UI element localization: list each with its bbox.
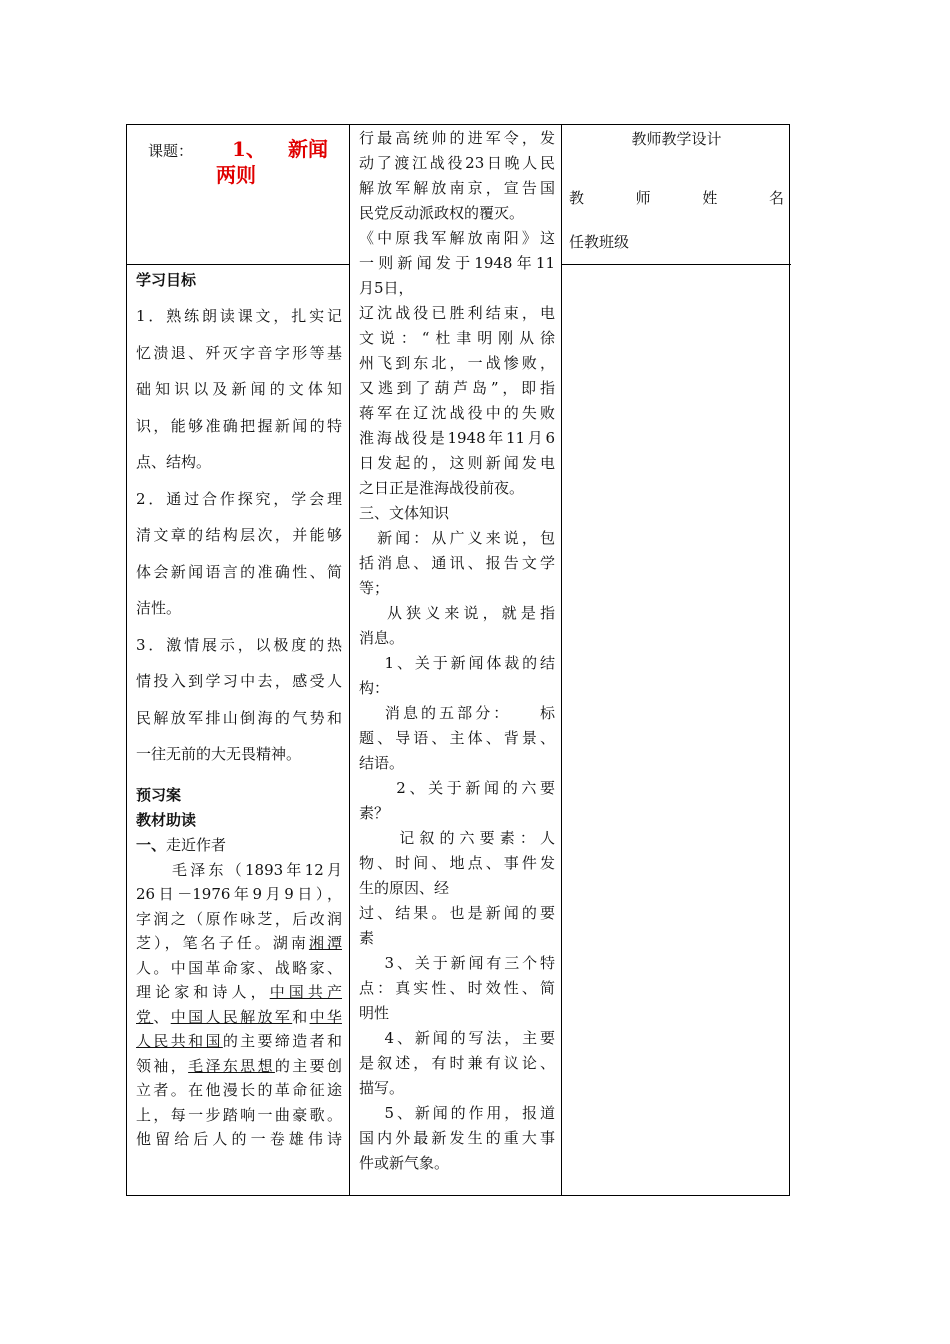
teacher-name-char: 姓 bbox=[702, 189, 718, 207]
text-line: 4、新闻的写法，主要 bbox=[359, 1029, 555, 1047]
teacher-name-char: 师 bbox=[635, 189, 651, 207]
author-bio-line: 上，每一步踏响一曲豪歌。 bbox=[136, 1105, 342, 1124]
author-bio-line bbox=[136, 1054, 342, 1079]
objectives-heading: 学习目标 bbox=[136, 271, 197, 289]
text-line: 构： bbox=[359, 679, 390, 697]
objective-line: 情投入到学习中去，感受人 bbox=[136, 672, 342, 690]
objective-line: 点、结构。 bbox=[136, 453, 212, 471]
text-line: 点：真实性、时效性、简 bbox=[359, 979, 555, 997]
author-bio-line bbox=[136, 1005, 342, 1030]
teacher-name-label bbox=[569, 187, 784, 208]
section-title: 走近作者 bbox=[166, 835, 227, 854]
text-line: 行最高统帅的进军令，发 bbox=[359, 129, 555, 147]
objective-line: 忆溃退、歼灭字音字形等基 bbox=[136, 343, 342, 362]
preview-heading: 预习案 bbox=[136, 785, 182, 804]
text-line: 等； bbox=[359, 579, 390, 597]
objective-line: 民解放军排山倒海的气势和 bbox=[136, 708, 342, 727]
link-pla[interactable]: 中国人民解放军 bbox=[170, 1007, 293, 1026]
textbook-reading-heading: 教材助读 bbox=[136, 810, 197, 829]
lesson-table bbox=[126, 124, 790, 1196]
teacher-name-char: 名 bbox=[768, 189, 784, 207]
text-line: 过、结果。也是新闻的要 bbox=[359, 904, 555, 922]
objective-line: 洁性。 bbox=[136, 599, 182, 617]
text-line: 结语。 bbox=[359, 754, 405, 772]
text-line: 生的原因、经 bbox=[359, 879, 450, 897]
title-number: 1、 bbox=[232, 137, 266, 161]
text-line: 辽沈战役已胜利结束，电 bbox=[359, 304, 555, 322]
author-bio-line: 他留给后人的一卷雄伟诗 bbox=[136, 1130, 342, 1148]
section-number: 一、 bbox=[136, 835, 167, 854]
text-line: 件或新气象。 bbox=[359, 1154, 450, 1172]
text-line: 消息的五部分： 标 bbox=[359, 704, 555, 722]
link-prc-end[interactable]: 人民共和国 bbox=[136, 1032, 223, 1050]
objective-line: 体会新闻语言的准确性、简 bbox=[136, 562, 342, 581]
teaching-class-label: 任教班级 bbox=[569, 233, 630, 251]
title-name-part2: 两则 bbox=[216, 163, 256, 187]
middle-column bbox=[359, 126, 555, 1176]
text-line: 是叙述，有时兼有议论、 bbox=[359, 1054, 555, 1072]
text-line: 括消息、通讯、报告文学 bbox=[359, 554, 555, 572]
author-bio-text: 芝），笔名子任。湖南 bbox=[136, 934, 309, 952]
text-line: 题、导语、主体、背景、 bbox=[359, 729, 555, 747]
teacher-design-header: 教师教学设计 bbox=[631, 130, 722, 148]
text-line: 国内外最新发生的重大事 bbox=[359, 1129, 555, 1147]
objective-line: 础知识以及新闻的文体知 bbox=[136, 380, 342, 398]
objectives-section bbox=[136, 268, 342, 1152]
text-line: 淮海战役是1948年11月6 bbox=[359, 429, 555, 447]
text-line: 物、时间、地点、事件发 bbox=[359, 854, 555, 872]
text-line: 3、关于新闻有三个特 bbox=[359, 954, 555, 972]
link-cpc[interactable]: 中国共产 bbox=[269, 983, 342, 1001]
author-bio-text: 领袖， bbox=[136, 1056, 189, 1075]
text-line: 新闻：从广义来说，包 bbox=[359, 529, 555, 547]
row-divider-left bbox=[127, 264, 349, 265]
author-bio-line: 毛泽东（1893年12月 bbox=[172, 860, 342, 879]
text-line: 民党反动派政权的覆灭。 bbox=[359, 204, 525, 222]
column-divider-1 bbox=[349, 125, 350, 1195]
text-line: 2、关于新闻的六要 bbox=[359, 779, 555, 797]
text-line: 从狭义来说，就是指 bbox=[359, 604, 555, 622]
title-name-part1: 新闻 bbox=[288, 137, 328, 161]
row-divider-right bbox=[561, 264, 791, 265]
author-bio-line: 人。中国革命家、战略家、 bbox=[136, 958, 342, 977]
text-line: 记叙的六要素：人 bbox=[359, 829, 555, 847]
author-bio-line bbox=[136, 1029, 342, 1054]
author-section-heading bbox=[136, 833, 342, 858]
preview-section bbox=[136, 783, 342, 1152]
text-line: 月5日， bbox=[359, 279, 414, 297]
author-bio-text: 、 bbox=[153, 1007, 171, 1026]
text-line: 解放军解放南京，宣告国 bbox=[359, 179, 555, 197]
text-line: 描写。 bbox=[359, 1079, 405, 1097]
column-divider-2 bbox=[561, 125, 562, 1195]
author-bio-line bbox=[136, 931, 342, 956]
link-mao-thought[interactable]: 毛泽东思想 bbox=[188, 1056, 275, 1075]
author-bio-line: 26日－1976年9月9日）， bbox=[136, 885, 342, 903]
objective-line: 清文章的结构层次，并能够 bbox=[136, 526, 342, 544]
text-line: 文说：“杜聿明刚从徐 bbox=[359, 329, 555, 347]
link-xiangtan[interactable]: 湘潭 bbox=[308, 934, 342, 952]
author-bio-line: 字润之（原作咏芝，后改润 bbox=[136, 909, 342, 928]
teacher-name-char: 教 bbox=[569, 189, 585, 207]
text-line: 素？ bbox=[359, 804, 390, 822]
link-prc[interactable]: 中华 bbox=[309, 1007, 342, 1026]
objective-line: 3．激情展示，以极度的热 bbox=[136, 635, 342, 654]
text-line: 《中原我军解放南阳》这 bbox=[359, 229, 555, 247]
objective-line: 一往无前的大无畏精神。 bbox=[136, 745, 302, 763]
objective-line: 1．熟练朗读课文，扎实记 bbox=[136, 307, 342, 325]
text-line: 蒋军在辽沈战役中的失败 bbox=[359, 404, 555, 422]
text-line: 素 bbox=[359, 929, 375, 947]
title-label: 课题： bbox=[148, 142, 194, 160]
objectives-list bbox=[136, 298, 342, 773]
text-line: 消息。 bbox=[359, 629, 405, 647]
link-cpc-end[interactable]: 党 bbox=[136, 1007, 154, 1026]
author-bio-text: 的主要创 bbox=[274, 1056, 342, 1075]
text-line: 一则新闻发于1948年11 bbox=[359, 254, 555, 272]
author-bio-text: 和 bbox=[292, 1007, 310, 1026]
text-line: 之日正是淮海战役前夜。 bbox=[359, 479, 525, 497]
text-line: 又逃到了葫芦岛”，即指 bbox=[359, 379, 555, 397]
text-line: 州飞到东北，一战惨败， bbox=[359, 354, 555, 372]
teacher-design-cell bbox=[569, 125, 784, 264]
text-line: 明性 bbox=[359, 1004, 390, 1022]
text-line: 1、关于新闻体裁的结 bbox=[359, 654, 555, 672]
text-line: 三、文体知识 bbox=[359, 504, 450, 522]
author-bio-text: 的主要缔造者和 bbox=[222, 1032, 342, 1050]
author-bio-line bbox=[136, 980, 342, 1005]
objective-line: 识，能够准确把握新闻的特 bbox=[136, 416, 342, 435]
text-line: 5、新闻的作用，报道 bbox=[359, 1104, 555, 1122]
author-bio-line: 立者。在他漫长的革命征途 bbox=[136, 1081, 342, 1099]
text-line: 日发起的，这则新闻发电 bbox=[359, 454, 555, 472]
objective-line: 2．通过合作探究，学会理 bbox=[136, 489, 342, 508]
author-bio-text: 理论家和诗人， bbox=[136, 983, 270, 1001]
text-line: 动了渡江战役23日晚人民 bbox=[359, 154, 555, 172]
